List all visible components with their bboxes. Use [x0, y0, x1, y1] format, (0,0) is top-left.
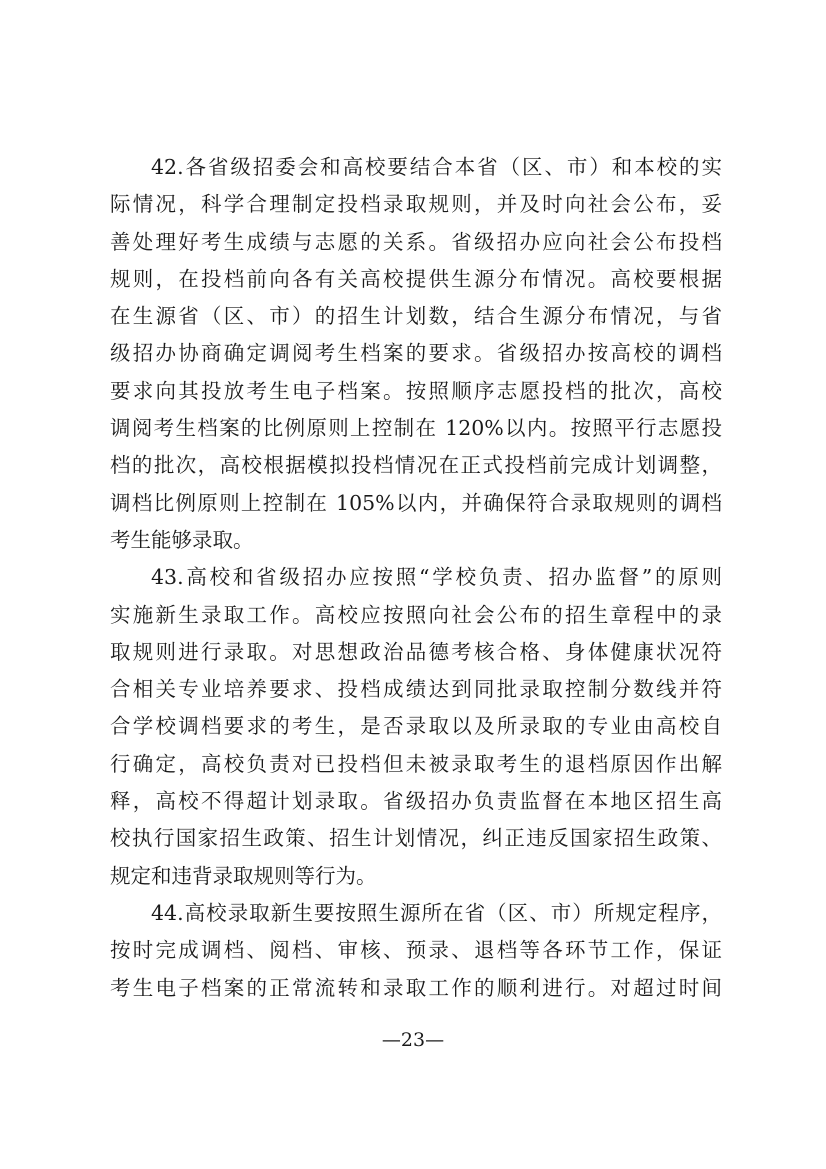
- text-line: 际情况，科学合理制定投档录取规则，并及时向社会公布，妥: [110, 192, 722, 217]
- text-line: 合学校调档要求的考生，是否录取以及所录取的专业由高校自: [110, 714, 722, 739]
- text-line: 在生源省（区、市）的招生计划数，结合生源分布情况，与省: [110, 304, 722, 329]
- text-line: 考生能够录取。: [110, 527, 254, 552]
- text-line: 合相关专业培养要求、投档成绩达到同批录取控制分数线并符: [110, 677, 722, 702]
- paragraph-43: [110, 559, 722, 895]
- paragraph-44: [110, 895, 722, 1007]
- text-line: 43.高校和省级招办应按照“学校负责、招办监督”的原则: [151, 565, 722, 590]
- text-line: 级招办协商确定调阅考生档案的要求。省级招办按高校的调档: [110, 341, 722, 366]
- text-line: 调档比例原则上控制在 105%以内，并确保符合录取规则的调档: [110, 490, 722, 515]
- text-line: 校执行国家招生政策、招生计划情况，纠正违反国家招生政策、: [110, 826, 722, 851]
- text-line: 按时完成调档、阅档、审核、预录、退档等各环节工作，保证: [110, 938, 722, 963]
- text-line: 44.高校录取新生要按照生源所在省（区、市）所规定程序，: [151, 900, 722, 925]
- text-line: 42.各省级招委会和高校要结合本省（区、市）和本校的实: [151, 155, 722, 179]
- paragraph-42: [110, 149, 722, 559]
- text-line: 取规则进行录取。对思想政治品德考核合格、身体健康状况符: [110, 639, 722, 664]
- text-line: 考生电子档案的正常流转和录取工作的顺利进行。对超过时间: [110, 975, 722, 1000]
- text-line: 行确定，高校负责对已投档但未被录取考生的退档原因作出解: [110, 751, 722, 776]
- text-line: 要求向其投放考生电子档案。按照顺序志愿投档的批次，高校: [110, 378, 722, 403]
- document-body: [110, 149, 722, 1007]
- text-line: 规则，在投档前向各有关高校提供生源分布情况。高校要根据: [110, 266, 722, 291]
- text-line: 档的批次，高校根据模拟投档情况在正式投档前完成计划调整，: [110, 453, 722, 478]
- text-line: 善处理好考生成绩与志愿的关系。省级招办应向社会公布投档: [110, 229, 722, 254]
- page-number: —23—: [381, 1029, 445, 1051]
- text-line: 规定和违背录取规则等行为。: [110, 863, 377, 888]
- text-line: 实施新生录取工作。高校应按照向社会公布的招生章程中的录: [110, 602, 722, 627]
- text-line: 释，高校不得超计划录取。省级招办负责监督在本地区招生高: [110, 789, 722, 814]
- text-line: 调阅考生档案的比例原则上控制在 120%以内。按照平行志愿投: [110, 416, 722, 441]
